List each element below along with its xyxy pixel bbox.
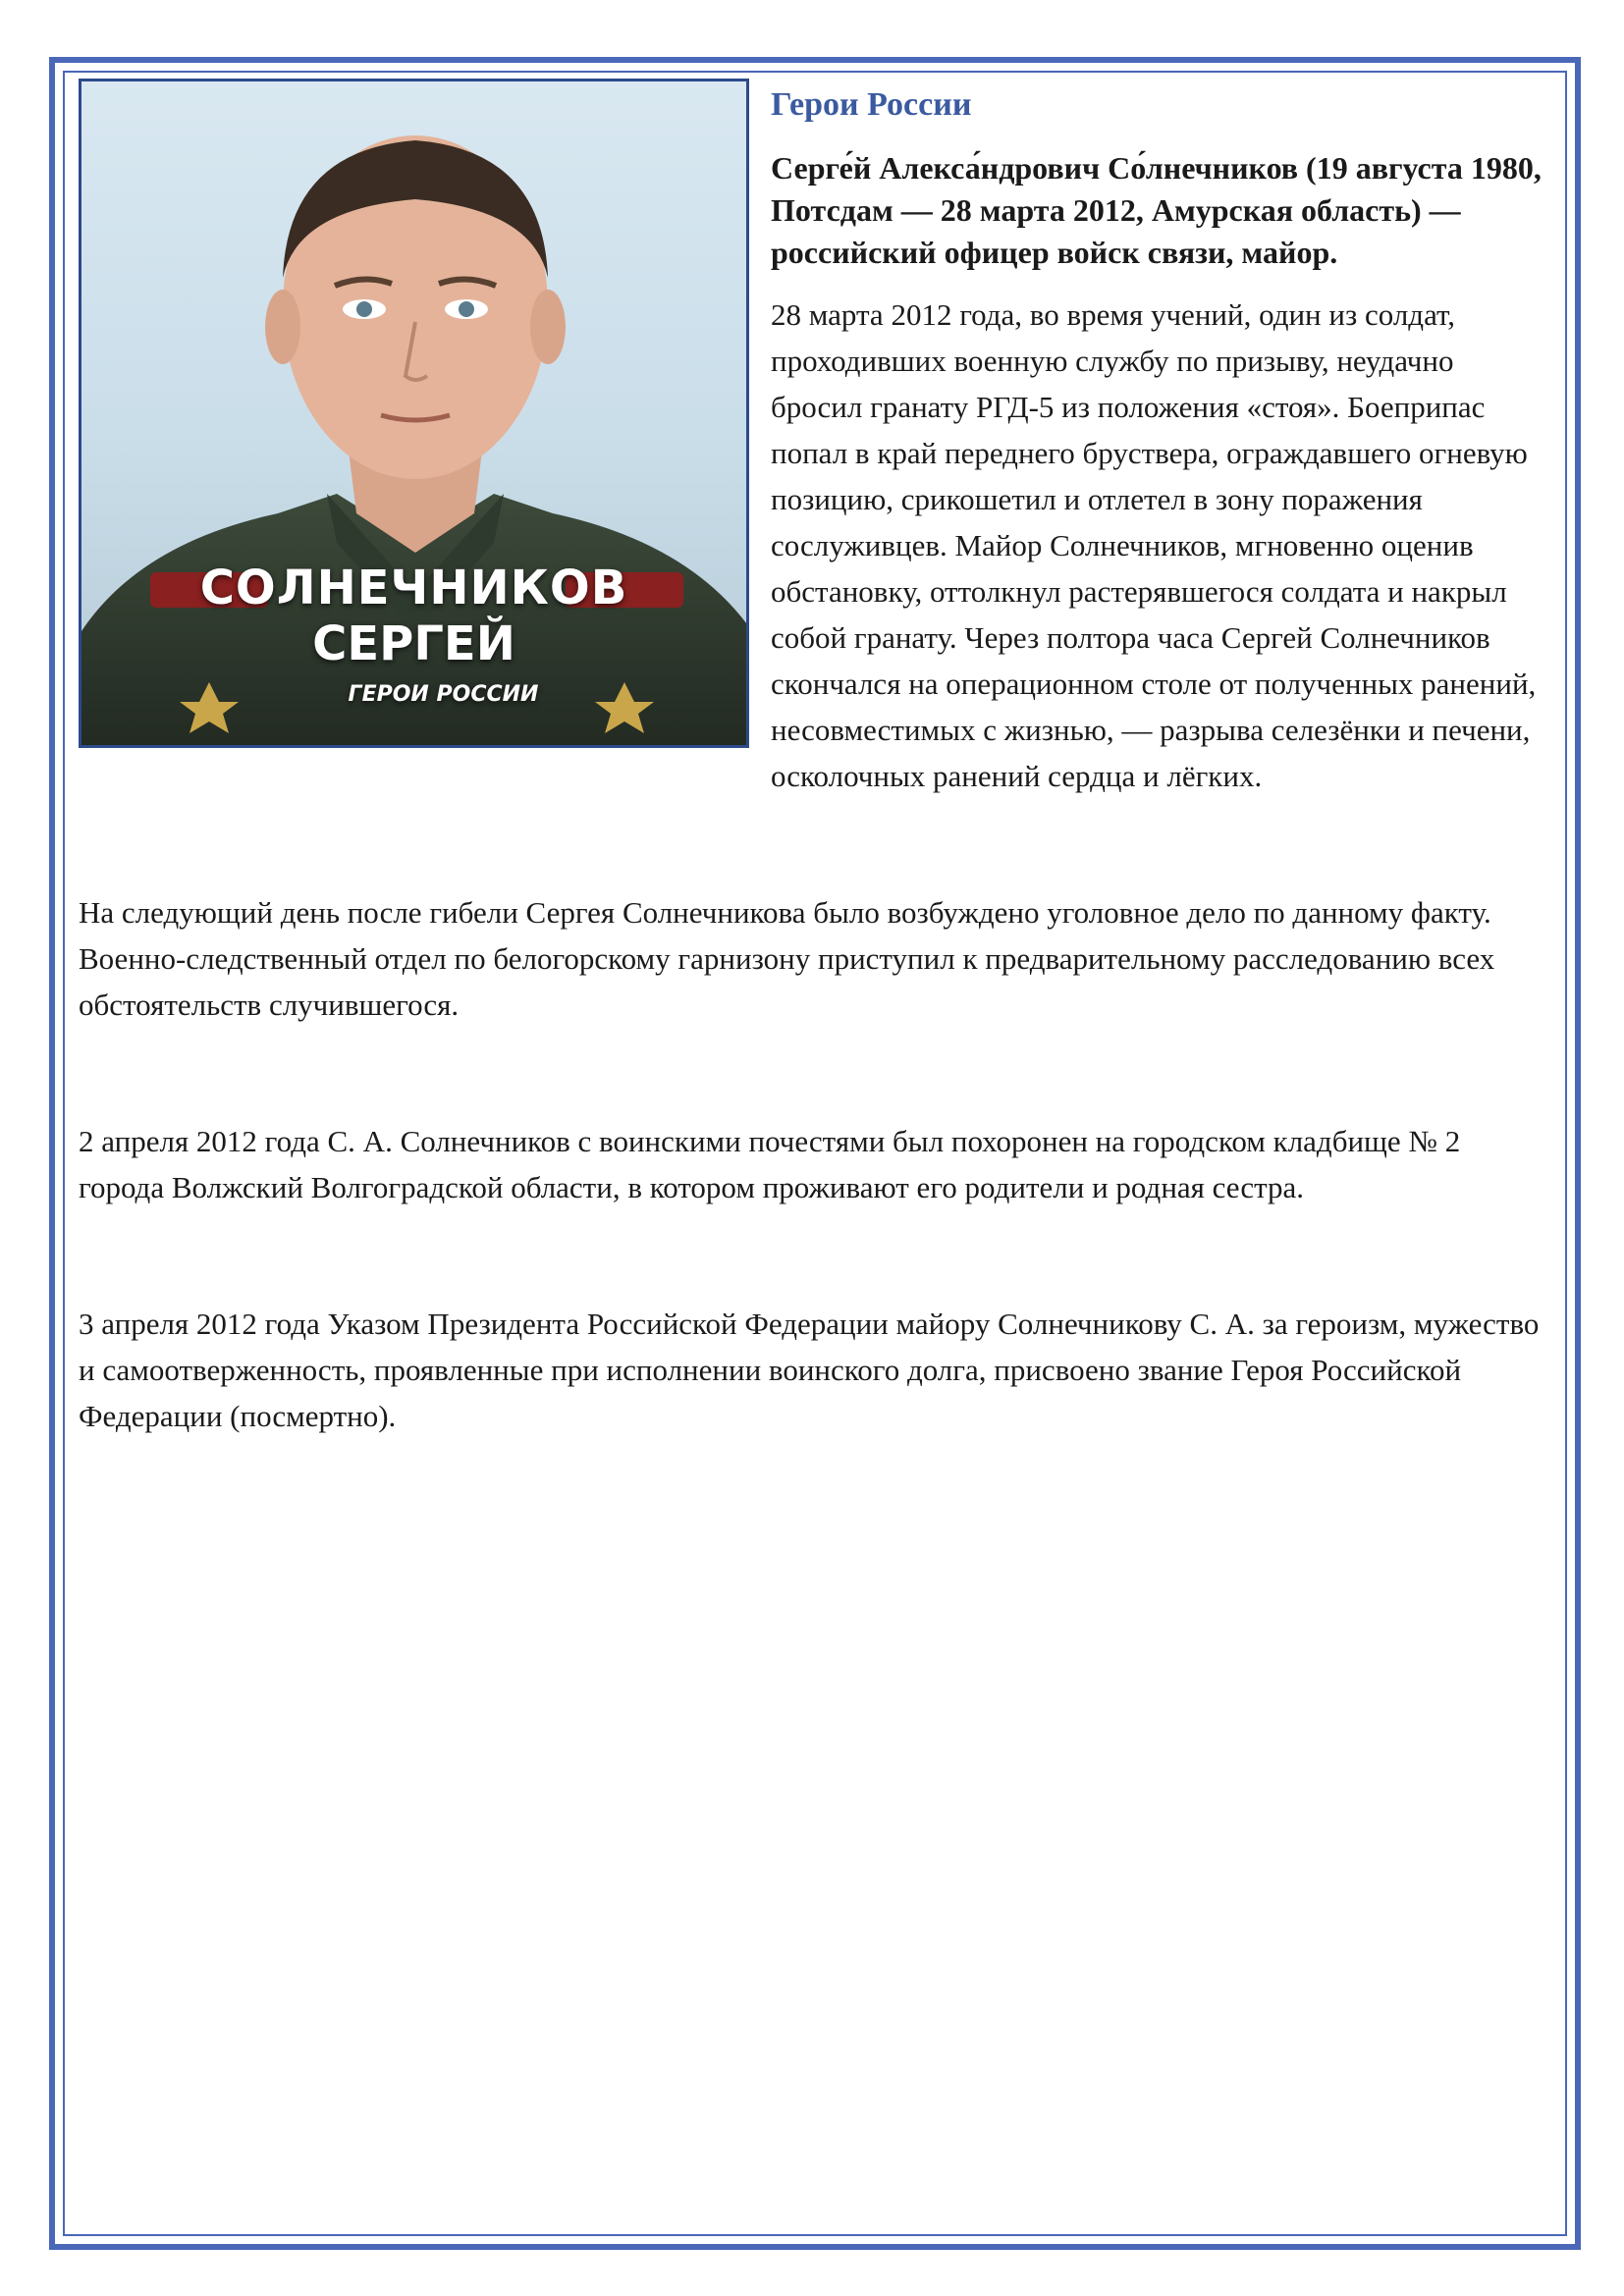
paragraph-2: На следующий день после гибели Сергея Солнечникова было возбуждено уголовное дело по данному факту. Военно-следственный отдел по белогорскому гарнизону приступил к предварительному расследованию всех обстоятельств случившегося. (79, 895, 1495, 1022)
section-title: Герои России (771, 86, 972, 123)
hero-portrait (79, 79, 749, 748)
portrait-caption-surname: СОЛНЕЧНИКОВ (199, 561, 628, 615)
portrait-caption-series: ГЕРОИ РОССИИ (348, 682, 539, 707)
paragraph-4: 3 апреля 2012 года Указом Президента Российской Федерации майору Солнечникову С. А. за героизм, мужество и самоотверженность, проявленные при исполнении воинского долга, присвоено звание Героя Российской Федерации (посмертно). (79, 1307, 1540, 1433)
document-body (79, 79, 1551, 1439)
paragraph-1: 28 марта 2012 года, во время учений, один из солдат, проходивших военную службу по призыву, неудачно бросил гранату РГД-5 из положения «стоя». Боеприпас попал в край переднего бруствера, ограждавшего огневую позицию, срикошетил и отлетел в зону поражения сослуживцев. Майор Солнечников, мгновенно оценив обстановку, оттолкнул растерявшегося солдата и накрыл собой гранату. Через полтора часа Сергей Солнечников скончался на операционном столе от полученных ранений, несовместимых с жизнью, — разрыва селезёнки и печени, осколочных ранений сердца и лёгких. (771, 297, 1537, 793)
lead-paragraph: Серге́й Алекса́ндрович Со́лнечников (19 августа 1980, Потсдам — 28 марта 2012, Амурская область) — российский офицер войск связи, майор. (771, 150, 1542, 270)
portrait-caption-name: СЕРГЕЙ (312, 616, 515, 671)
paragraph-3: 2 апреля 2012 года С. А. Солнечников с воинскими почестями был похоронен на городском кладбище № 2 города Волжский Волгоградской области, в котором проживают его родители и родная сестра. (79, 1124, 1461, 1204)
